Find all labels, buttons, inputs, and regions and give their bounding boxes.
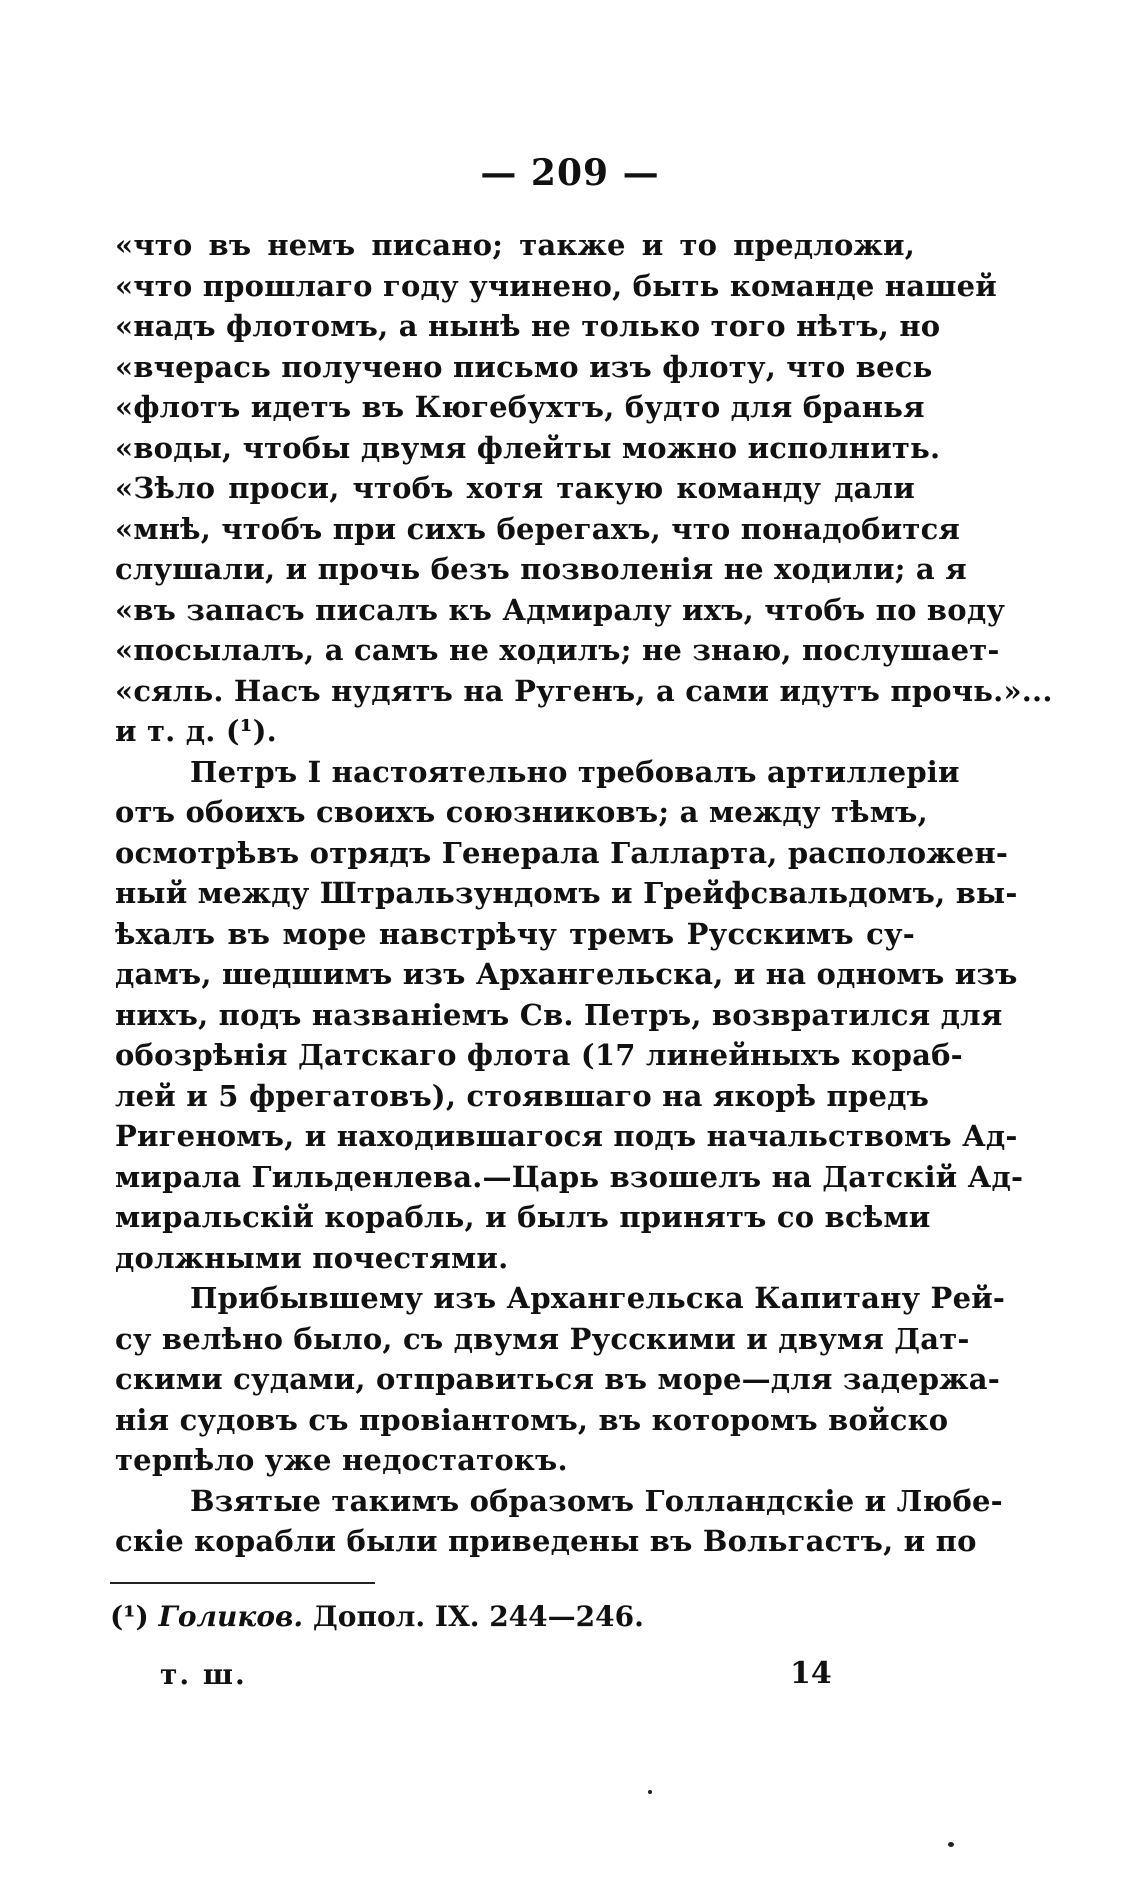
footnote-reference: Допол. IX. 244—246.: [312, 1600, 644, 1633]
volume-signature: т. ш.: [160, 1658, 247, 1691]
text-line: нія судовъ съ провіантомъ, въ которомъ войско: [115, 1402, 949, 1437]
text-line: слушали, и прочь безъ позволенія не ходили; а я: [115, 552, 967, 586]
text-line: скими судами, отправиться въ море—для задержа-: [115, 1362, 1000, 1396]
text-line: «надъ флотомъ, а нынѣ не только того нѣтъ, но: [115, 309, 941, 343]
text-line: миральскій корабль, и былъ принятъ со всѣми: [115, 1200, 931, 1234]
print-speck: [648, 1790, 652, 1794]
text-line: обозрѣнія Датскаго флота (17 линейныхъ кораб-: [115, 1038, 963, 1072]
text-line: нихъ, подъ названіемъ Св. Петръ, возвратился для: [115, 997, 1003, 1032]
text-line: Прибывшему изъ Архангельска Капитану Рей-: [190, 1281, 1006, 1315]
text-line: скіе корабли были приведены въ Вольгастъ, и по: [115, 1524, 977, 1558]
text-line: «что въ немъ писано; также и то предложи,: [115, 228, 915, 262]
footnote: [110, 1600, 644, 1633]
text-line: терпѣло уже недостатокъ.: [115, 1443, 568, 1477]
text-line: осмотрѣвъ отрядъ Генерала Галларта, расположен-: [115, 835, 1009, 870]
text-line: должными почестями.: [115, 1240, 509, 1275]
footnote-marker: (¹): [110, 1600, 149, 1633]
text-line: «сяль. Насъ нудятъ на Ругенъ, а сами идутъ прочь.»...: [115, 673, 1053, 708]
text-line: Петръ I настоятельно требовалъ артиллеріи: [190, 754, 960, 789]
text-line: «въ запасъ писалъ къ Адмиралу ихъ, чтобъ по воду: [115, 592, 1006, 627]
text-line: су велѣно было, съ двумя Русскими и двумя Дат-: [115, 1321, 970, 1356]
text-line: отъ обоихъ своихъ союзниковъ; а между тѣмъ,: [115, 795, 928, 829]
text-line: лей и 5 фрегатовъ), стоявшаго на якорѣ предъ: [115, 1078, 930, 1113]
footnote-author: Голиков.: [158, 1600, 304, 1633]
text-line: «воды, чтобы двумя флейты можно исполнить.: [115, 430, 941, 465]
text-line: ный между Штральзундомъ и Грейфсвальдомъ, вы-: [115, 876, 1018, 910]
print-speck: [948, 1842, 954, 1847]
text-line: «флотъ идетъ въ Кюгебухтъ, будто для бранья: [115, 390, 925, 424]
text-line: «посылалъ, а самъ не ходилъ; не знаю, послушает-: [115, 633, 1000, 667]
text-line: дамъ, шедшимъ изъ Архангельска, и на одномъ изъ: [115, 957, 1018, 991]
body-text: [115, 225, 1053, 1562]
text-line: «мнѣ, чтобъ при сихъ берегахъ, что понадобится: [115, 511, 961, 546]
text-line: и т. д. (¹).: [115, 714, 277, 748]
text-line: «Зѣло проси, чтобъ хотя такую команду дали: [115, 471, 915, 505]
text-line: мирала Гильденлева.—Царь взошелъ на Датскій Ад-: [115, 1159, 1024, 1194]
text-line: Ригеномъ, и находившагося подъ начальствомъ Ад-: [115, 1119, 1018, 1153]
text-line: ѣхалъ въ море навстрѣчу тремъ Русскимъ су-: [115, 916, 915, 951]
text-line: «вчерась получено письмо изъ флоту, что весь: [115, 349, 933, 384]
text-line: Взятые такимъ образомъ Голландскіе и Любе-: [190, 1483, 1003, 1518]
footnote-divider: [110, 1582, 375, 1584]
sheet-number: 14: [790, 1656, 832, 1691]
text-line: «что прошлаго году учинено, быть команде нашей: [115, 268, 997, 303]
page-number: — 209 —: [480, 152, 660, 194]
